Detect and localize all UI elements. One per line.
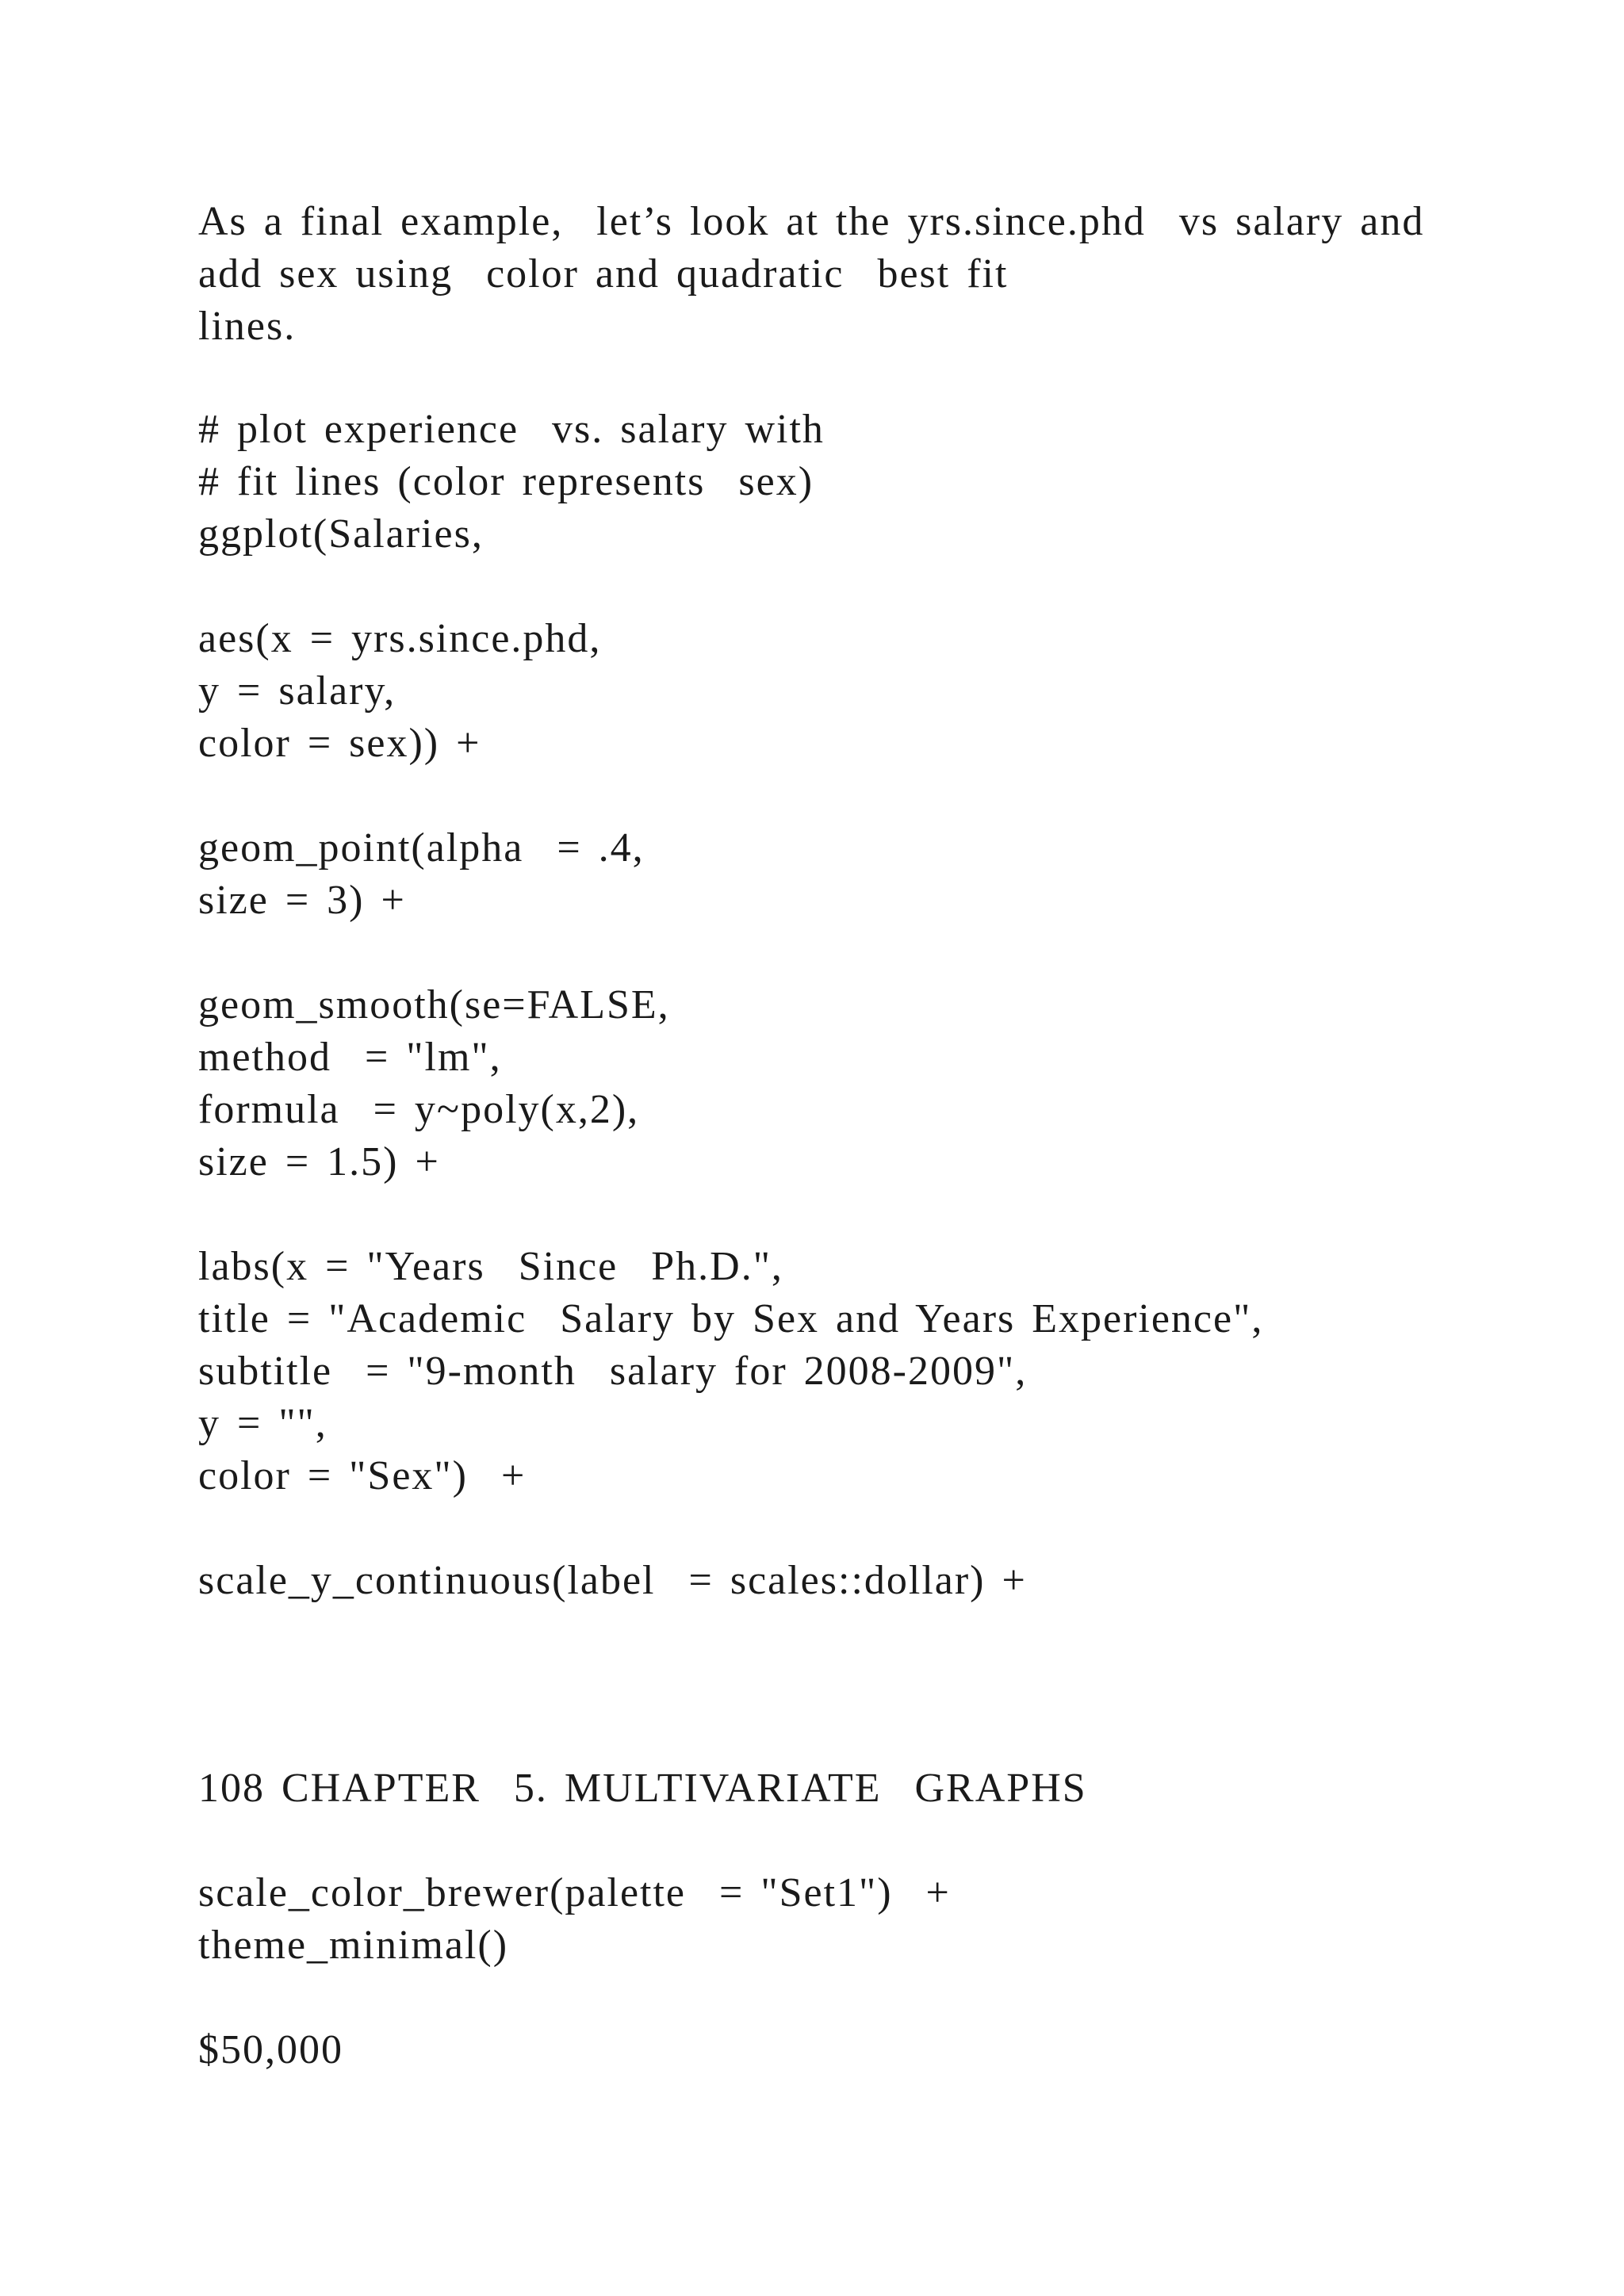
intro-line-2: add sex using color and quadratic best fit (198, 251, 1009, 297)
code-aes-color: color = sex)) + (198, 721, 481, 766)
code-scale-color: scale_color_brewer(palette = "Set1") + (198, 1870, 951, 1915)
intro-line-1: As a final example, let’s look at the yrs.since.phd vs salary and (198, 199, 1425, 244)
code-theme-minimal: theme_minimal() (198, 1923, 509, 1968)
code-geom-point: geom_point(alpha = .4, (198, 825, 645, 871)
code-scale-y: scale_y_continuous(label = scales::dollar) + (198, 1558, 1027, 1603)
code-aes-y: y = salary, (198, 668, 396, 714)
code-comment-1: # plot experience vs. salary with (198, 407, 825, 452)
code-smooth-method: method = "lm", (198, 1035, 502, 1080)
code-comment-2: # fit lines (color represents sex) (198, 459, 814, 504)
axis-value-label: $50,000 (198, 2027, 343, 2072)
code-aes-x: aes(x = yrs.since.phd, (198, 616, 602, 661)
code-ggplot-call: ggplot(Salaries, (198, 511, 484, 557)
code-smooth-size: size = 1.5) + (198, 1139, 440, 1184)
code-labs-title: title = "Academic Salary by Sex and Years Experience", (198, 1296, 1264, 1341)
code-labs-y: y = "", (198, 1401, 327, 1446)
running-header: 108 CHAPTER 5. MULTIVARIATE GRAPHS (198, 1766, 1087, 1811)
code-labs-x: labs(x = "Years Since Ph.D.", (198, 1244, 783, 1289)
code-labs-subtitle: subtitle = "9-month salary for 2008-2009", (198, 1349, 1028, 1394)
code-labs-color: color = "Sex") + (198, 1453, 527, 1498)
code-geom-point-size: size = 3) + (198, 878, 406, 923)
code-smooth-formula: formula = y~poly(x,2), (198, 1087, 640, 1132)
intro-line-3: lines. (198, 304, 297, 349)
code-geom-smooth: geom_smooth(se=FALSE, (198, 982, 670, 1027)
